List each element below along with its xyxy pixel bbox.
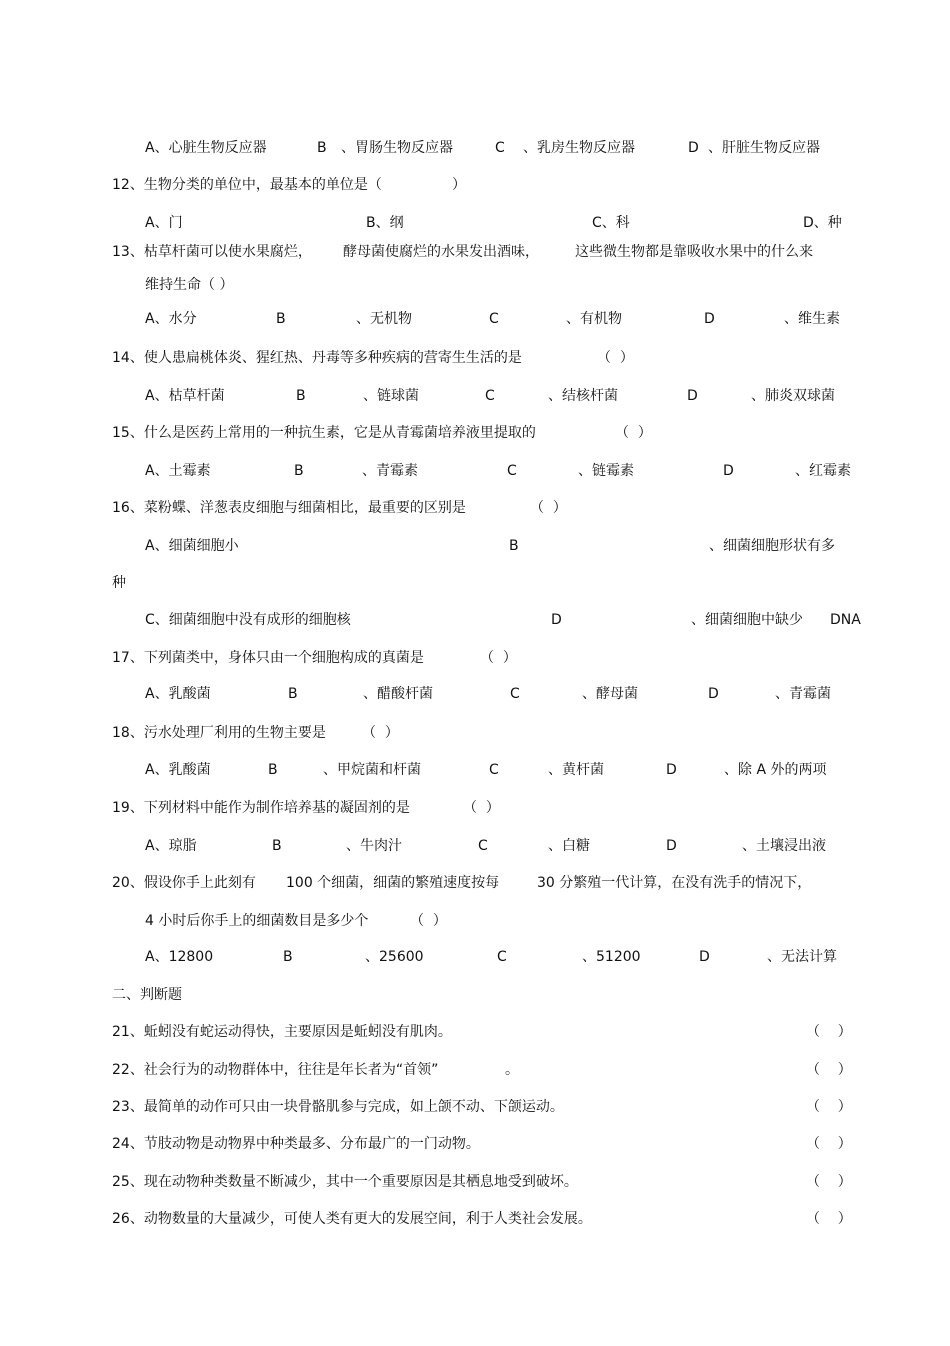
q13-option-d: 、维生素 <box>784 311 840 327</box>
q19-option-d: 、土壤浸出液 <box>742 838 826 854</box>
q18-stem: 18、污水处理厂利用的生物主要是 <box>112 725 326 741</box>
q16-option-b: 、细菌细胞形状有多 <box>709 538 835 554</box>
q11-option-b-letter: B <box>317 140 327 156</box>
q20-stem-part2: 100 个细菌，细菌的繁殖速度按每 <box>286 875 500 891</box>
q15-option-c-letter: C <box>507 463 517 479</box>
q15-option-d: 、红霉素 <box>795 463 851 479</box>
judge-answer-paren: （ ） <box>806 1174 852 1190</box>
q14-option-b-letter: B <box>296 388 306 404</box>
q20-option-d-letter: D <box>699 949 710 965</box>
judge-answer-paren: （ ） <box>806 1062 852 1078</box>
q15-option-b: 、青霉素 <box>362 463 418 479</box>
q18-option-b-letter: B <box>268 762 278 778</box>
q14-option-c: 、结核杆菌 <box>548 388 618 404</box>
q13-option-b-letter: B <box>276 311 286 327</box>
q17-stem: 17、下列菌类中，身体只由一个细胞构成的真菌是 <box>112 650 424 666</box>
judge-text: 23、最简单的动作可只由一块骨骼肌参与完成，如上颌不动、下颌运动。 <box>112 1099 564 1115</box>
q15-option-d-letter: D <box>723 463 734 479</box>
q17-option-d: 、青霉菌 <box>775 686 831 702</box>
q13-stem-part3: 这些微生物都是靠吸收水果中的什么来 <box>575 244 813 260</box>
q13-stem-part1: 13、枯草杆菌可以使水果腐烂， <box>112 244 312 260</box>
q18-option-c: 、黄杆菌 <box>548 762 604 778</box>
q19-option-a: A、琼脂 <box>145 838 197 854</box>
q15-option-c: 、链霉素 <box>578 463 634 479</box>
q11-option-d-letter: D <box>688 140 699 156</box>
q19-option-d-letter: D <box>666 838 677 854</box>
q14-option-d-letter: D <box>687 388 698 404</box>
judge-text: 26、动物数量的大量减少，可使人类有更大的发展空间，利于人类社会发展。 <box>112 1211 592 1227</box>
q18-option-d-letter: D <box>666 762 677 778</box>
q20-stem-part1: 20、假设你手上此刻有 <box>112 875 256 891</box>
q14-stem: 14、使人患扁桃体炎、猩红热、丹毒等多种疾病的营寄生生活的是 <box>112 350 522 366</box>
q13-option-a: A、水分 <box>145 311 197 327</box>
q18-option-b: 、甲烷菌和杆菌 <box>323 762 421 778</box>
q18-option-c-letter: C <box>489 762 499 778</box>
q20-stem-part3: 30 分繁殖一代计算，在没有洗手的情况下， <box>537 875 812 891</box>
q12-option-d: D、种 <box>803 215 842 231</box>
q17-option-d-letter: D <box>708 686 719 702</box>
q16-answer-paren: （ ） <box>530 500 567 516</box>
judge-text: 21、蚯蚓没有蛇运动得快，主要原因是蚯蚓没有肌肉。 <box>112 1024 452 1040</box>
q14-option-b: 、链球菌 <box>363 388 419 404</box>
q12-option-b: B、纲 <box>366 215 404 231</box>
q17-option-b-letter: B <box>288 686 298 702</box>
q13-option-c-letter: C <box>489 311 499 327</box>
q12-stem: 12、生物分类的单位中，最基本的单位是（ <box>112 177 382 193</box>
q18-answer-paren: （ ） <box>362 725 399 741</box>
q16-option-d-letter: D <box>551 612 562 628</box>
q17-option-a: A、乳酸菌 <box>145 686 211 702</box>
q15-answer-paren: （ ） <box>615 425 652 441</box>
q17-answer-paren: （ ） <box>480 650 517 666</box>
q15-option-a: A、土霉素 <box>145 463 211 479</box>
q18-option-d: 、除 A 外的两项 <box>724 762 827 778</box>
q18-option-a: A、乳酸菌 <box>145 762 211 778</box>
q13-stem-part2: 酵母菌使腐烂的水果发出酒味， <box>343 244 539 260</box>
q16-option-c: C、细菌细胞中没有成形的细胞核 <box>145 612 351 628</box>
q20-option-d: 、无法计算 <box>767 949 837 965</box>
q20-answer-paren: （ ） <box>410 913 447 929</box>
q14-option-c-letter: C <box>485 388 495 404</box>
q20-option-c-letter: C <box>497 949 507 965</box>
judge-answer-paren: （ ） <box>806 1099 852 1115</box>
q12-stem-close: ） <box>452 177 466 193</box>
q19-option-c-letter: C <box>478 838 488 854</box>
q12-option-c: C、科 <box>592 215 630 231</box>
q19-option-b: 、牛肉汁 <box>346 838 402 854</box>
judge-answer-paren: （ ） <box>806 1211 852 1227</box>
q11-option-b: 、胃肠生物反应器 <box>341 140 453 156</box>
q15-stem: 15、什么是医药上常用的一种抗生素，它是从青霉菌培养液里提取的 <box>112 425 536 441</box>
q19-option-b-letter: B <box>272 838 282 854</box>
q16-option-b-wrap: 种 <box>112 575 126 591</box>
q12-option-a: A、门 <box>145 215 183 231</box>
judge-answer-paren: （ ） <box>806 1136 852 1152</box>
q13-option-d-letter: D <box>704 311 715 327</box>
q14-option-d: 、肺炎双球菌 <box>751 388 835 404</box>
q16-option-d: 、细菌细胞中缺少 <box>691 612 803 628</box>
q13-option-b: 、无机物 <box>356 311 412 327</box>
q19-stem: 19、下列材料中能作为制作培养基的凝固剂的是 <box>112 800 410 816</box>
q14-answer-paren: （ ） <box>597 350 634 366</box>
section-title-judgement: 二、判断题 <box>112 987 182 1003</box>
q17-option-c-letter: C <box>510 686 520 702</box>
q11-option-c-letter: C <box>495 140 505 156</box>
judge-text: 24、节肢动物是动物界中种类最多、分布最广的一门动物。 <box>112 1136 480 1152</box>
q20-stem-part4: 4 小时后你手上的细菌数目是多少个 <box>145 913 369 929</box>
q17-option-c: 、酵母菌 <box>582 686 638 702</box>
q11-option-c: 、乳房生物反应器 <box>523 140 635 156</box>
q11-option-a: A、心脏生物反应器 <box>145 140 267 156</box>
q16-stem: 16、菜粉蝶、洋葱表皮细胞与细菌相比，最重要的区别是 <box>112 500 466 516</box>
q15-option-b-letter: B <box>294 463 304 479</box>
q16-option-a: A、细菌细胞小 <box>145 538 239 554</box>
q20-option-c: 、51200 <box>582 949 641 965</box>
q13-option-c: 、有机物 <box>566 311 622 327</box>
q20-option-b-letter: B <box>283 949 293 965</box>
judge-text: 22、社会行为的动物群体中，往往是年长者为“首领” <box>112 1062 439 1078</box>
q17-option-b: 、醋酸杆菌 <box>363 686 433 702</box>
q11-option-d: 、肝脏生物反应器 <box>708 140 820 156</box>
q19-option-c: 、白糖 <box>548 838 590 854</box>
q19-answer-paren: （ ） <box>463 800 500 816</box>
judge-text-tail: 。 <box>505 1062 519 1078</box>
q13-stem-part4: 维持生命（ ） <box>145 277 234 293</box>
judge-text: 25、现在动物种类数量不断减少，其中一个重要原因是其栖息地受到破坏。 <box>112 1174 578 1190</box>
judge-answer-paren: （ ） <box>806 1024 852 1040</box>
q16-option-d-dna: DNA <box>830 612 861 628</box>
q20-option-a: A、12800 <box>145 949 214 965</box>
q16-option-b-letter: B <box>509 538 519 554</box>
q14-option-a: A、枯草杆菌 <box>145 388 225 404</box>
q20-option-b: 、25600 <box>365 949 424 965</box>
